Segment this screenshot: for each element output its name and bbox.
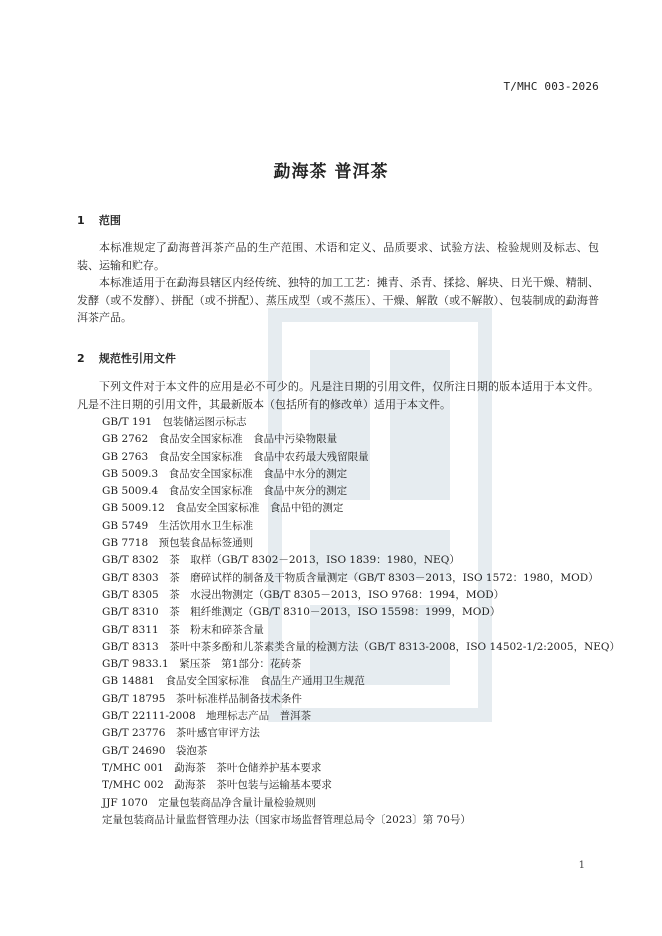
section-heading-scope — [77, 212, 121, 228]
reference-item: GB 14881 食品安全国家标准 食品生产通用卫生规范 — [102, 675, 365, 688]
reference-item: JJF 1070 定量包装商品净含量计量检验规则 — [102, 796, 316, 809]
reference-item: GB/T 22111-2008 地理标志产品 普洱茶 — [102, 710, 312, 723]
reference-item: GB 5009.4 食品安全国家标准 食品中灰分的测定 — [102, 485, 348, 498]
scope-paragraph-1: 本标准规定了勐海普洱茶产品的生产范围、术语和定义、品质要求、试验方法、检验规则及标志、包装、运输和贮存。 — [77, 241, 599, 272]
reference-item: GB 2763 食品安全国家标准 食品中农药最大残留限量 — [102, 450, 369, 463]
reference-item: GB/T 8302 茶 取样（GB/T 8302－2013，ISO 1839：1980，NEQ） — [102, 554, 460, 567]
reference-item: GB/T 8313 茶叶中茶多酚和儿茶素类含量的检测方法（GB/T 8313-2008，ISO 14502-1/2:2005，NEQ） — [102, 640, 621, 653]
reference-item: GB/T 191 包装储运图示标志 — [102, 416, 247, 428]
document-title: 勐海茶 普洱茶 — [273, 162, 389, 182]
reference-list — [102, 414, 621, 829]
section-number: 1 — [77, 214, 85, 227]
reference-item: GB/T 8310 茶 粗纤维测定（GB/T 8310－2013，ISO 15598：1999，MOD） — [102, 606, 501, 619]
page-number: 1 — [578, 860, 585, 871]
reference-item: GB 2762 食品安全国家标准 食品中污染物限量 — [102, 433, 338, 446]
section-heading-references — [77, 350, 176, 366]
reference-item: GB 5009.3 食品安全国家标准 食品中水分的测定 — [102, 467, 348, 480]
reference-item: GB/T 8305 茶 水浸出物测定（GB/T 8305－2013，ISO 9768：1994，MOD） — [102, 588, 505, 601]
reference-item: GB/T 8303 茶 磨碎试样的制备及干物质含量测定（GB/T 8303－2013，ISO 1572：1980，MOD） — [102, 571, 599, 584]
section-title: 规范性引用文件 — [98, 352, 176, 365]
reference-item: T/MHC 002 勐海茶 茶叶包装与运输基本要求 — [102, 779, 332, 792]
reference-item: GB/T 9833.1 紧压茶 第1部分：花砖茶 — [102, 658, 302, 671]
section-number: 2 — [77, 352, 85, 365]
reference-item: GB/T 18795 茶叶标准样品制备技术条件 — [102, 692, 302, 705]
reference-item: GB/T 24690 袋泡茶 — [102, 744, 208, 757]
reference-item: GB 5009.12 食品安全国家标准 食品中铅的测定 — [102, 502, 344, 515]
reference-item: T/MHC 001 勐海茶 茶叶仓储养护基本要求 — [102, 761, 322, 774]
reference-item: GB/T 23776 茶叶感官审评方法 — [102, 727, 260, 740]
document-number: T/MHC 003-2026 — [503, 80, 599, 93]
references-intro: 下列文件对于本文件的应用是必不可少的。凡是注日期的引用文件，仅所注日期的版本适用于本文件。凡是不注日期的引用文件，其最新版本（包括所有的修改单）适用于本文件。 — [77, 380, 599, 411]
reference-item: 定量包装商品计量监督管理办法（国家市场监督管理总局令〔2023〕第 70号） — [102, 813, 471, 826]
section-title: 范围 — [98, 214, 121, 227]
reference-item: GB 5749 生活饮用水卫生标准 — [102, 519, 254, 532]
reference-item: GB 7718 预包装食品标签通则 — [102, 537, 254, 550]
scope-paragraph-2: 本标准适用于在勐海县辖区内经传统、独特的加工工艺：摊青、杀青、揉捻、解块、日光干燥、精制、发酵（或不发酵）、拼配（或不拼配）、蒸压成型（或不蒸压）、干燥、解散（或不解散）、包装制成的勐海普洱茶产品。 — [77, 276, 599, 324]
reference-item: GB/T 8311 茶 粉末和碎茶含量 — [102, 623, 264, 636]
